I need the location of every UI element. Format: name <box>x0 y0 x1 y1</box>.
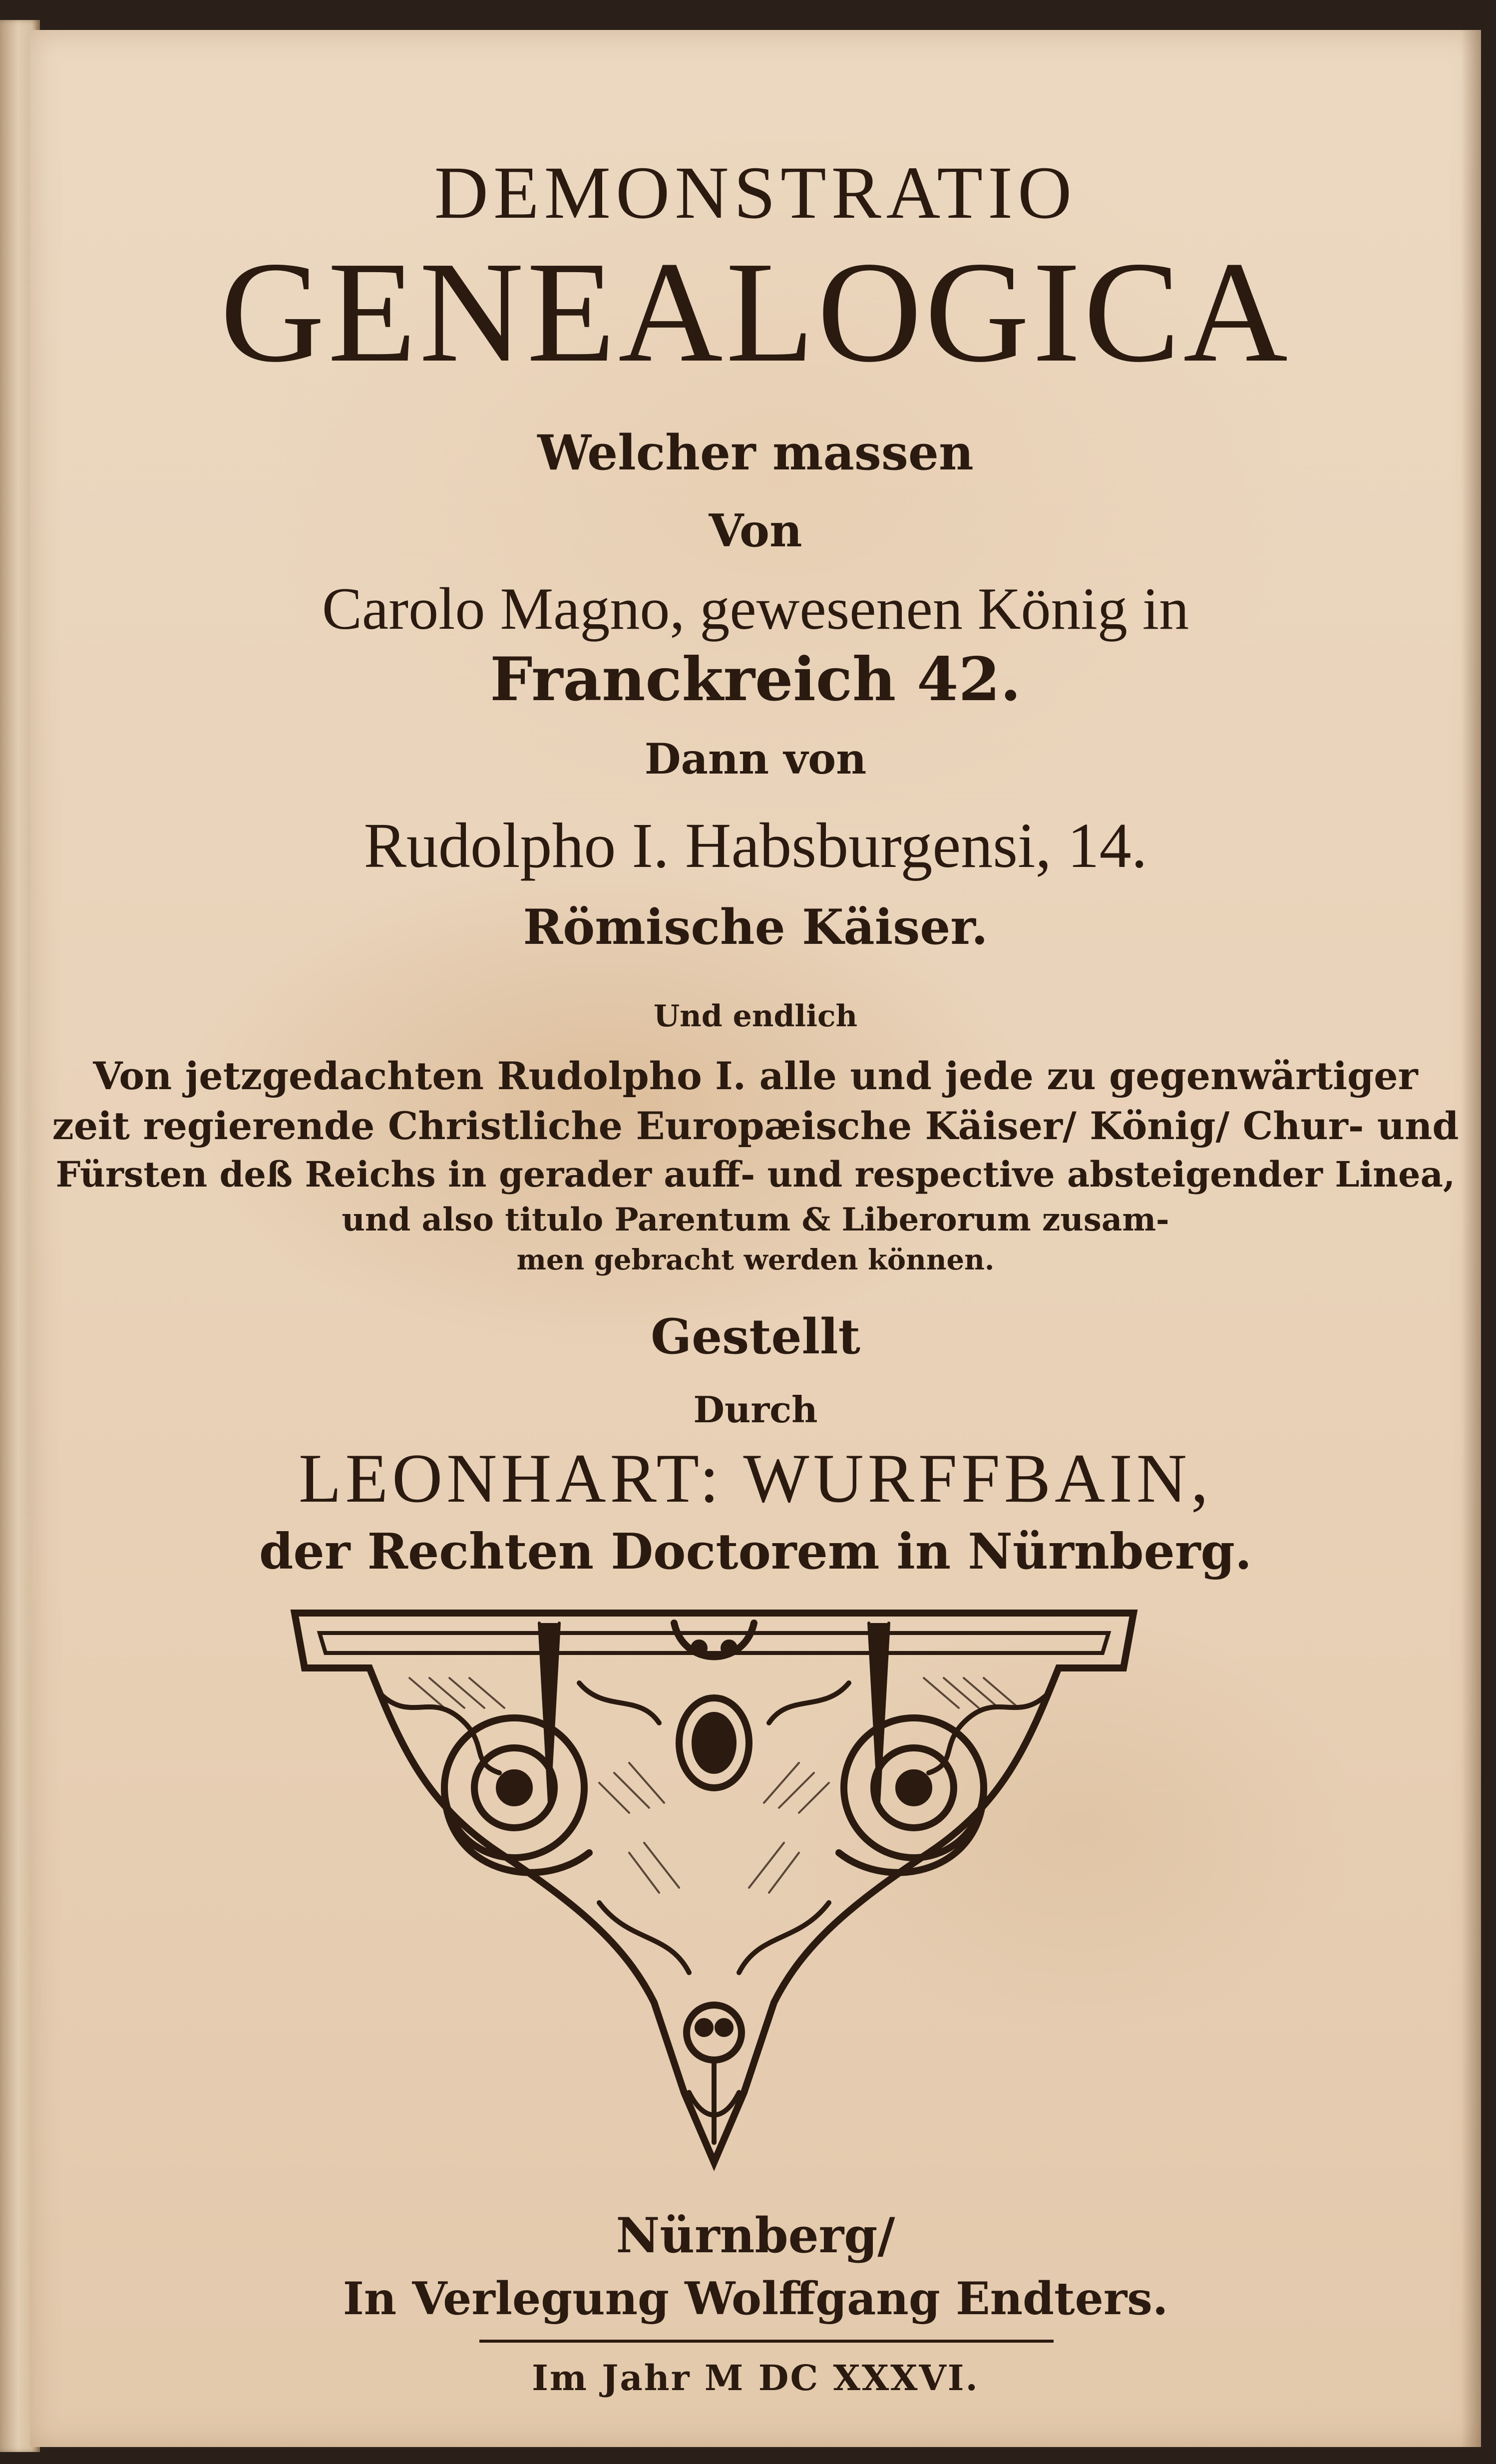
body-line-1: Von jetzgedachten Rudolpho I. alle und jede zu gegenwärtiger <box>93 1054 1418 1098</box>
gestellt-label: Gestellt <box>651 1308 860 1365</box>
subtitle-rudolpho: Rudolpho I. Habsburgensi, 14. <box>364 810 1147 881</box>
imprint-year: Im Jahr M DC XXXVI. <box>532 2357 979 2399</box>
subtitle-und-endlich: Und endlich <box>653 999 858 1034</box>
subtitle-roemische-kaiser: Römische Käiser. <box>523 899 988 955</box>
body-line-5: men gebracht werden können. <box>516 1243 995 1276</box>
subtitle-dann-von: Dann von <box>644 734 867 784</box>
subtitle-von: Von <box>709 504 802 557</box>
author-name: LEONHART: WURFFBAIN, <box>299 1440 1212 1517</box>
subtitle-welcher-massen: Welcher massen <box>537 424 974 481</box>
author-title: der Rechten Doctorem in Nürnberg. <box>259 1523 1252 1581</box>
imprint-publisher: In Verlegung Wolffgang Endters. <box>343 2272 1168 2325</box>
subtitle-carolo-magno: Carolo Magno, gewesenen König in <box>322 575 1189 642</box>
body-line-4: und also titulo Parentum & Liberorum zusam- <box>342 1201 1169 1238</box>
title-line-1: DEMONSTRATIO <box>434 151 1077 234</box>
title-page <box>30 30 1481 2447</box>
body-line-2: zeit regierende Christliche Europæische Käiser/ König/ Chur- und <box>52 1104 1459 1148</box>
durch-label: Durch <box>693 1388 818 1431</box>
body-line-3: Fürsten deß Reichs in gerader auff- und respective absteigender Linea, <box>55 1154 1456 1195</box>
imprint-place: Nürnberg/ <box>616 2207 895 2264</box>
imprint-rule <box>479 2340 1054 2343</box>
title-line-2: GENEALOGICA <box>220 232 1291 392</box>
woodcut-ornament-icon <box>280 1593 1148 2177</box>
subtitle-franckreich: Franckreich 42. <box>490 644 1021 715</box>
